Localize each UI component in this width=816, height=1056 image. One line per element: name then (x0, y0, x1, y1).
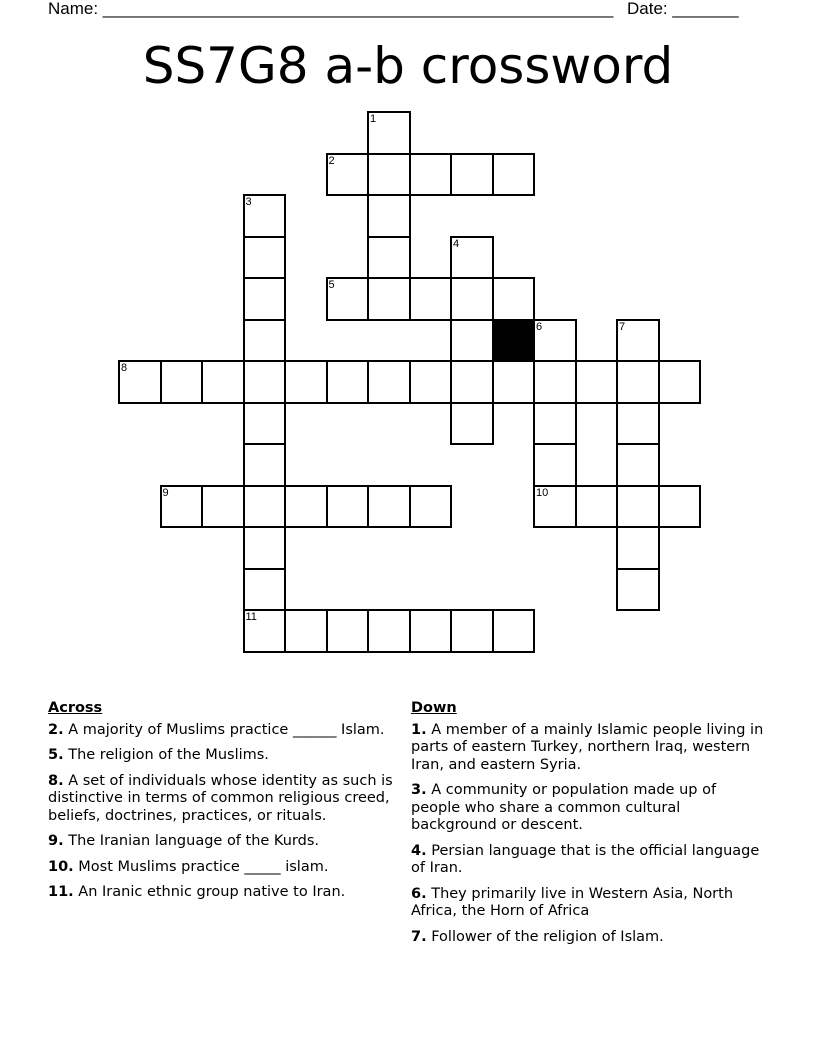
clue-number: 5. (48, 747, 64, 763)
across-heading: Across (48, 700, 103, 716)
crossword-cell[interactable] (533, 402, 577, 446)
crossword-cell[interactable] (450, 360, 494, 404)
cell-number: 10 (536, 486, 549, 499)
crossword-cell[interactable] (160, 485, 204, 529)
across-clues (48, 700, 393, 910)
crossword-cell[interactable] (492, 360, 536, 404)
crossword-cell[interactable] (533, 485, 577, 529)
name-field-label[interactable]: Name: ______________________________________________________ (48, 0, 614, 18)
crossword-cell[interactable] (326, 360, 370, 404)
crossword-cell[interactable] (409, 360, 453, 404)
crossword-cell[interactable] (367, 277, 411, 321)
crossword-cell[interactable] (492, 609, 536, 653)
clue-number: 6. (411, 885, 427, 902)
crossword-cell[interactable] (533, 319, 577, 363)
crossword-cell[interactable] (367, 111, 411, 155)
crossword-cell[interactable] (243, 609, 287, 653)
crossword-cell[interactable] (616, 319, 660, 363)
clue-across-9 (48, 833, 393, 851)
crossword-cell[interactable] (658, 360, 702, 404)
blocked-cell (492, 319, 536, 363)
clue-number: 7. (411, 928, 427, 945)
clue-text: An Iranic ethnic group native to Iran. (78, 884, 346, 900)
crossword-cell[interactable] (367, 609, 411, 653)
crossword-cell[interactable] (575, 360, 619, 404)
crossword-cell[interactable] (243, 402, 287, 446)
clue-number: 2. (48, 721, 64, 738)
clue-text: A member of a mainly Islamic people living in parts of eastern Turkey, northern Iraq, western Iran, and eastern Syria. (411, 721, 764, 773)
cell-number: 9 (162, 486, 169, 499)
crossword-cell[interactable] (367, 485, 411, 529)
crossword-cell[interactable] (450, 277, 494, 321)
cell-number: 3 (245, 196, 252, 208)
clue-text: A set of individuals whose identity as such is distinctive in terms of common religious creed, beliefs, doctrines, practices, or rituals. (48, 772, 393, 824)
cell-number: 1 (370, 113, 377, 125)
clue-number: 8. (48, 772, 64, 789)
clue-text: The Iranian language of the Kurds. (68, 833, 319, 849)
crossword-cell[interactable] (284, 609, 328, 653)
cell-number: 4 (453, 237, 460, 250)
crossword-cell[interactable] (616, 402, 660, 446)
crossword-cell[interactable] (492, 153, 536, 197)
clue-text: The religion of the Muslims. (68, 747, 269, 763)
cell-number: 11 (245, 611, 257, 623)
crossword-cell[interactable] (367, 236, 411, 280)
crossword-cell[interactable] (243, 194, 287, 238)
crossword-cell[interactable] (326, 609, 370, 653)
crossword-cell[interactable] (533, 360, 577, 404)
crossword-cell[interactable] (367, 360, 411, 404)
clue-down-6 (411, 886, 766, 921)
crossword-cell[interactable] (326, 485, 370, 529)
crossword-cell[interactable] (160, 360, 204, 404)
crossword-cell[interactable] (450, 236, 494, 280)
clue-text: They primarily live in Western Asia, North Africa, the Horn of Africa (411, 885, 734, 919)
crossword-cell[interactable] (450, 153, 494, 197)
crossword-cell[interactable] (450, 609, 494, 653)
clue-number: 9. (48, 833, 64, 849)
clue-across-2 (48, 722, 393, 740)
crossword-cell[interactable] (575, 485, 619, 529)
cell-number: 2 (328, 154, 335, 167)
clue-number: 3. (411, 782, 427, 798)
crossword-cell[interactable] (450, 402, 494, 446)
crossword-cell[interactable] (409, 485, 453, 529)
clue-across-5 (48, 747, 393, 765)
clue-text: Most Muslims practice _____ islam. (78, 858, 329, 875)
cell-number: 8 (121, 362, 128, 374)
cell-number: 7 (619, 320, 626, 333)
date-field-label[interactable]: Date: _______ (627, 0, 739, 18)
crossword-cell[interactable] (326, 153, 370, 197)
crossword-cell[interactable] (118, 360, 162, 404)
clue-number: 11. (48, 884, 74, 900)
crossword-cell[interactable] (409, 153, 453, 197)
clue-across-8 (48, 773, 393, 826)
crossword-cell[interactable] (533, 443, 577, 487)
crossword-cell[interactable] (243, 236, 287, 280)
clue-down-3 (411, 782, 766, 835)
clue-text: A community or population made up of people who share a common cultural background or descent. (411, 782, 717, 833)
crossword-cell[interactable] (367, 153, 411, 197)
cell-number: 6 (536, 320, 543, 333)
crossword-cell[interactable] (658, 485, 702, 529)
clue-across-11 (48, 884, 393, 902)
cell-number: 5 (328, 279, 335, 291)
clue-down-1 (411, 722, 766, 775)
crossword-cell[interactable] (243, 485, 287, 529)
crossword-cell[interactable] (243, 277, 287, 321)
clue-number: 1. (411, 721, 427, 738)
crossword-cell[interactable] (409, 277, 453, 321)
crossword-cell[interactable] (243, 319, 287, 363)
crossword-cell[interactable] (492, 277, 536, 321)
crossword-cell[interactable] (243, 526, 287, 570)
clue-text: Persian language that is the official language of Iran. (411, 842, 760, 876)
crossword-cell[interactable] (243, 443, 287, 487)
page-title: SS7G8 a-b crossword (142, 37, 674, 95)
clue-number: 10. (48, 858, 74, 875)
crossword-cell[interactable] (243, 360, 287, 404)
crossword-cell[interactable] (367, 194, 411, 238)
crossword-cell[interactable] (409, 609, 453, 653)
clue-number: 4. (411, 842, 427, 859)
crossword-cell[interactable] (243, 568, 287, 612)
crossword-cell[interactable] (201, 360, 245, 404)
clue-down-4 (411, 843, 766, 878)
clue-down-7 (411, 929, 766, 947)
clue-text: A majority of Muslims practice ______ Islam. (68, 721, 385, 738)
down-heading: Down (411, 700, 457, 716)
crossword-cell[interactable] (616, 360, 660, 404)
crossword-cell[interactable] (201, 485, 245, 529)
crossword-cell[interactable] (616, 443, 660, 487)
crossword-cell[interactable] (450, 319, 494, 363)
crossword-cell[interactable] (616, 526, 660, 570)
down-clues (411, 700, 766, 954)
clue-text: Follower of the religion of Islam. (431, 928, 664, 945)
crossword-cell[interactable] (284, 360, 328, 404)
crossword-cell[interactable] (616, 485, 660, 529)
clue-across-10 (48, 859, 393, 877)
crossword-cell[interactable] (284, 485, 328, 529)
crossword-cell[interactable] (616, 568, 660, 612)
crossword-cell[interactable] (326, 277, 370, 321)
